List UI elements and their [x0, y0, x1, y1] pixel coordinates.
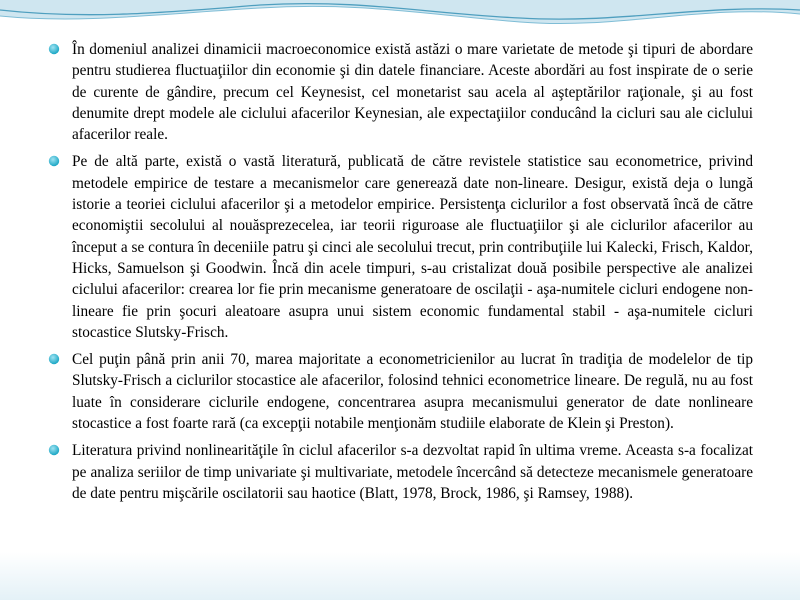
bullet-text: Cel puţin până prin anii 70, marea majoritate a econometricienilor au lucrat în tradiţia de modelelor de tip Slutsky-Frisch a ciclurilor stocastice ale afacerilor, folosind tehnici econometrice lineare. De regulă, nu au fost luate în considerare ciclurile endogene, concentrarea asupra mecanismului generator de date nonlineare stocastice a fost foarte rară (ca excepţii notabile menţionăm studiile elaborate de Klein şi Preston).	[72, 351, 753, 433]
bullet-icon	[48, 353, 60, 365]
list-item	[48, 440, 753, 504]
bullet-text: Pe de altă parte, există o vastă literatură, publicată de către revistele statistice sau econometrice, privind metodele empirice de testare a mecanismelor care generează date non-lineare. Desigur, există deja o lungă istorie a teoriei ciclului afacerilor şi a metodelor empirice. Persistenţa ciclurilor a fost observată încă de către economiştii secolului al nouăsprezecelea, iar teorii riguroase ale fluctuaţiilor şi ale ciclurilor afacerilor au început a se contura în deceniile patru şi cinci ale secolului trecut, prin contribuţiile lui Kalecki, Frisch, Kaldor, Hicks, Samuelson şi Goodwin. Încă din acele timpuri, s-au cristalizat două posibile perspective ale analizei ciclului afacerilor: crearea lor fie prin mecanisme generatoare de oscilaţii - aşa-numitele cicluri endogene non-lineare fie prin şocuri aleatoare asupra unui sistem economic fundamental stabil - aşa-numitele cicluri stocastice Slutsky-Frisch.	[72, 153, 753, 341]
bullet-icon	[48, 155, 60, 167]
list-item	[48, 151, 753, 343]
list-item	[48, 39, 753, 145]
bullet-icon	[48, 444, 60, 456]
bullet-icon	[48, 43, 60, 55]
list-item	[48, 349, 753, 434]
bullet-list	[48, 39, 753, 510]
bullet-text: În domeniul analizei dinamicii macroeconomice există astăzi o mare varietate de metode şi tipuri de abordare pentru studierea fluctuaţiilor din economie şi din datele financiare. Aceste abordări au fost inspirate de o serie de curente de gândire, precum cel Keynesist, cel monetarist sau acela al aşteptărilor raţionale, şi au fost denumite drept modele ale ciclului afacerilor Keynesian, ale expectaţiilor conducând la cicluri sau ale ciclului afacerilor reale.	[72, 41, 753, 144]
bullet-text: Literatura privind nonlinearităţile în ciclul afacerilor s-a dezvoltat rapid în ultima vreme. Aceasta s-a focalizat pe analiza seriilor de timp univariate şi multivariate, metodele încercând să detecteze mecanismele generatoare de date pentru mişcările oscilatorii sau haotice (Blatt, 1978, Brock, 1986, şi Ramsey, 1988).	[72, 442, 753, 502]
